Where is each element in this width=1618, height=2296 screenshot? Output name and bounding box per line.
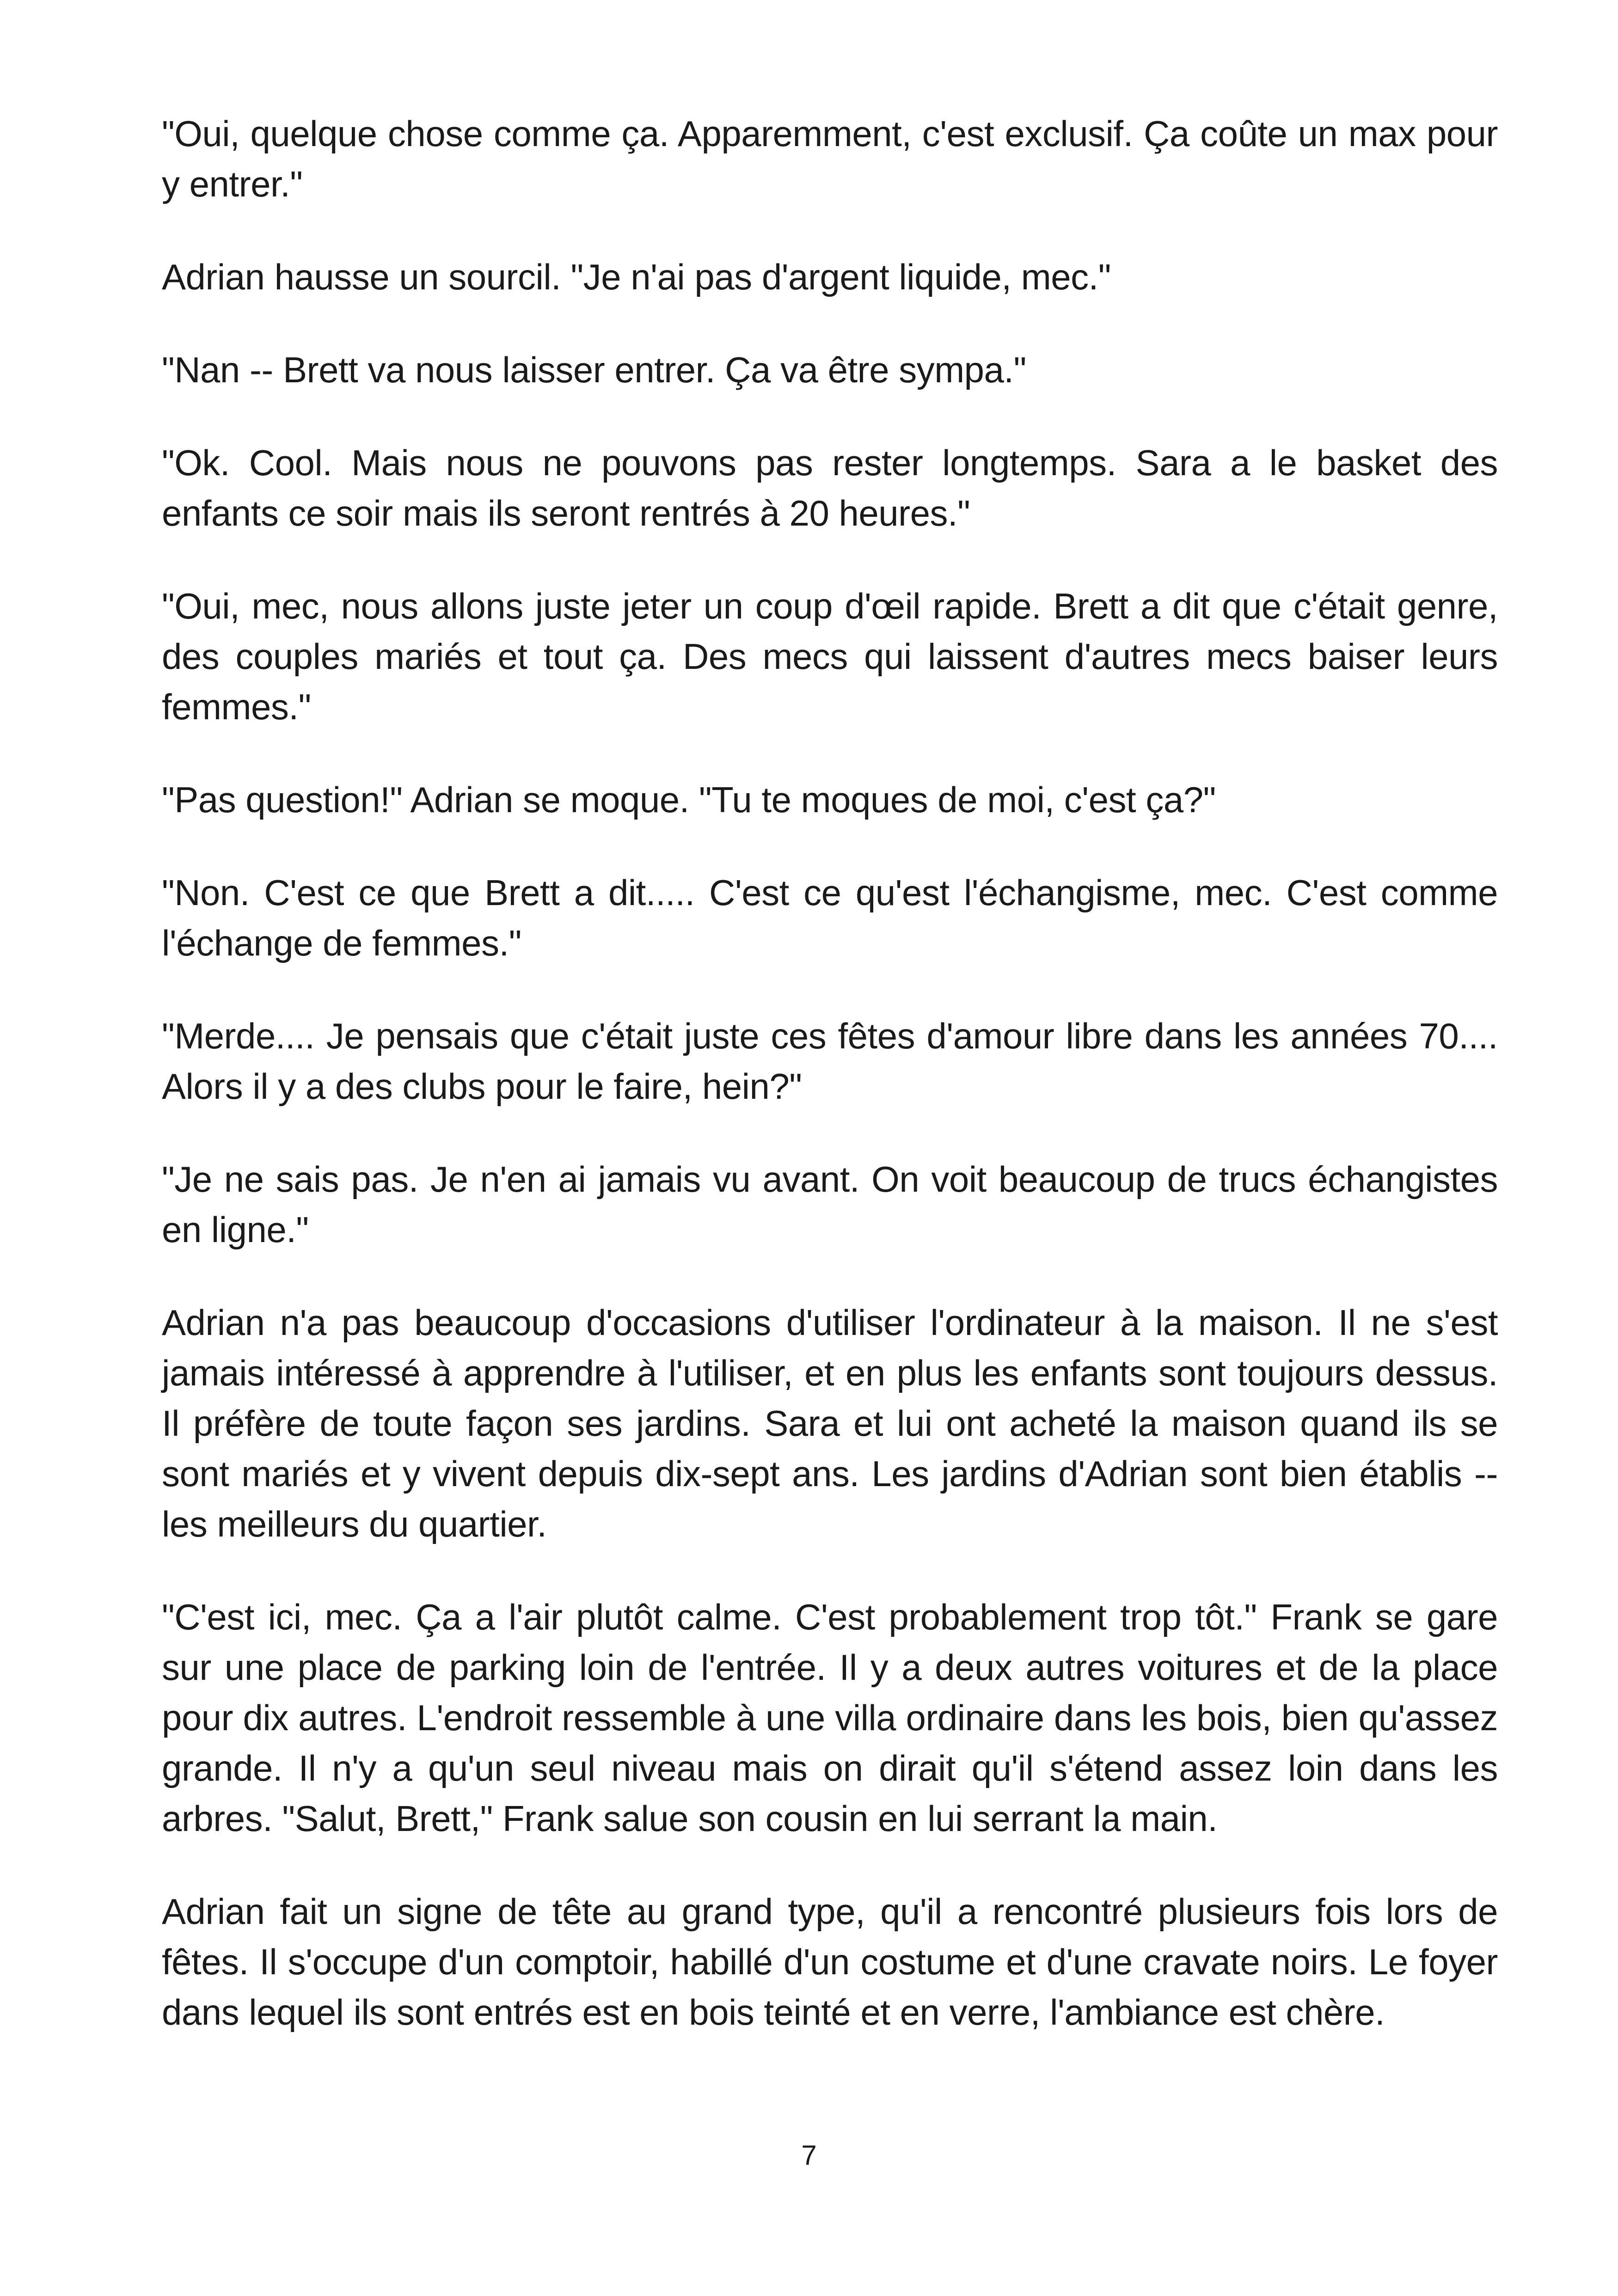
paragraph: "Non. C'est ce que Brett a dit..... C'est ce qu'est l'échangisme, mec. C'est comme l'échange de femmes." [162, 872, 1498, 963]
paragraph: Adrian hausse un sourcil. "Je n'ai pas d'argent liquide, mec." [162, 257, 1111, 297]
paragraph: "Je ne sais pas. Je n'en ai jamais vu avant. On voit beaucoup de trucs échangistes en ligne." [162, 1159, 1498, 1250]
paragraph: "C'est ici, mec. Ça a l'air plutôt calme. C'est probablement trop tôt." Frank se gare sur une place de parking loin de l'entrée. Il y a deux autres voitures et de la place pour dix autres. L'endroit ressemble à une villa ordinaire dans les bois, bien qu'assez grande. Il n'y a qu'un seul niveau mais on dirait qu'il s'étend assez loin dans les arbres. "Salut, Brett," Frank salue son cousin en lui serrant la main. [162, 1597, 1498, 1839]
paragraph: "Merde.... Je pensais que c'était juste ces fêtes d'amour libre dans les années 70.... Alors il y a des clubs pour le faire, hein?" [162, 1016, 1498, 1107]
text-body [162, 109, 1498, 2080]
paragraph: "Pas question!" Adrian se moque. "Tu te moques de moi, c'est ça?" [162, 779, 1216, 820]
page-number: 7 [801, 2140, 817, 2171]
paragraph: Adrian n'a pas beaucoup d'occasions d'utiliser l'ordinateur à la maison. Il ne s'est jamais intéressé à apprendre à l'utiliser, et en plus les enfants sont toujours dessus. Il préfère de toute façon ses jardins. Sara et lui ont acheté la maison quand ils se sont mariés et y vivent depuis dix-sept ans. Les jardins d'Adrian sont bien établis -- les meilleurs du quartier. [162, 1302, 1498, 1544]
paragraph: "Ok. Cool. Mais nous ne pouvons pas rester longtemps. Sara a le basket des enfants ce soir mais ils seront rentrés à 20 heures." [162, 442, 1498, 533]
paragraph: "Oui, quelque chose comme ça. Apparemment, c'est exclusif. Ça coûte un max pour y entrer." [162, 113, 1498, 204]
paragraph: Adrian fait un signe de tête au grand type, qu'il a rencontré plusieurs fois lors de fêtes. Il s'occupe d'un comptoir, habillé d'un costume et d'une cravate noirs. Le foyer dans lequel ils sont entrés est en bois teinté et en verre, l'ambiance est chère. [162, 1891, 1498, 2033]
paragraph: "Oui, mec, nous allons juste jeter un coup d'œil rapide. Brett a dit que c'était genre, des couples mariés et tout ça. Des mecs qui laissent d'autres mecs baiser leurs femmes." [162, 586, 1498, 727]
paragraph: "Nan -- Brett va nous laisser entrer. Ça va être sympa." [162, 349, 1026, 390]
